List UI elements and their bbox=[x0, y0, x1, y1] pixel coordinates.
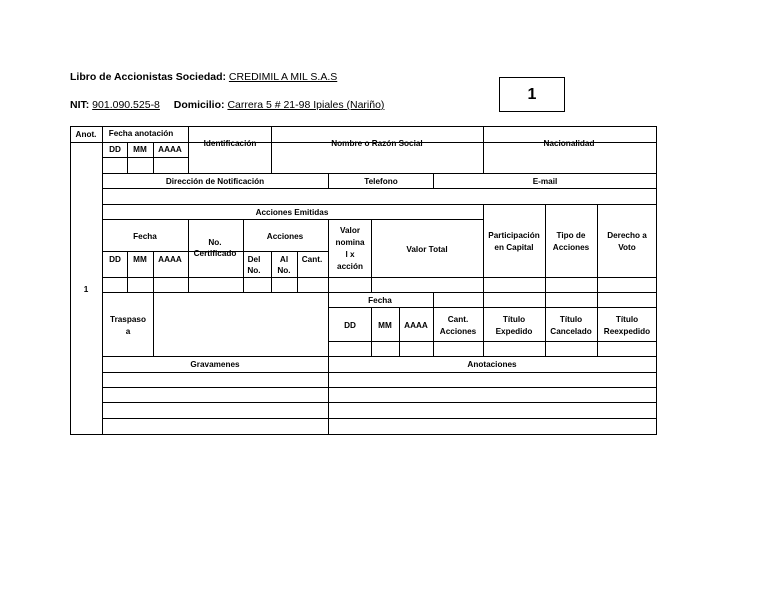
table-frame bbox=[71, 127, 657, 435]
valor-nominal-line2: nomina bbox=[335, 238, 365, 247]
tipo-acciones-line2: Acciones bbox=[552, 243, 590, 252]
del-line2: No. bbox=[247, 266, 261, 275]
acciones-emitidas-header: Acciones Emitidas bbox=[255, 208, 329, 217]
no-certificado-line1: No. bbox=[208, 238, 222, 247]
aaaa-header-2: AAAA bbox=[158, 255, 182, 264]
titulo-expedido-line1: Título bbox=[502, 315, 526, 324]
titulo-expedido-line2: Expedido bbox=[495, 327, 533, 336]
tipo-acciones-line1: Tipo de bbox=[556, 231, 586, 240]
fecha-anotacion-header: Fecha anotación bbox=[108, 129, 174, 138]
dd-header: DD bbox=[109, 145, 121, 154]
anotaciones-header: Anotaciones bbox=[467, 360, 517, 369]
row-number: 1 bbox=[83, 285, 89, 294]
direccion-header: Dirección de Notificación bbox=[165, 177, 265, 186]
traspaso-line2: a bbox=[125, 327, 131, 336]
acciones-header: Acciones bbox=[266, 232, 304, 241]
mm-header-3: MM bbox=[378, 321, 392, 330]
anot-header: Anot. bbox=[75, 130, 97, 139]
table-rules bbox=[70, 126, 656, 434]
no-certificado-line2: Certificado bbox=[193, 249, 237, 258]
domicilio-value: Carrera 5 # 21-98 Ipiales (Nariño) bbox=[227, 99, 385, 111]
email-header: E-mail bbox=[532, 177, 558, 186]
titulo-cancelado-line2: Cancelado bbox=[550, 327, 592, 336]
titulo-reexpedido-line1: Título bbox=[615, 315, 639, 324]
dd-header-2: DD bbox=[109, 255, 121, 264]
valor-nominal-line1: Valor bbox=[339, 226, 361, 235]
gravamenes-header: Gravamenes bbox=[190, 360, 240, 369]
cant-header: Cant. bbox=[301, 255, 323, 264]
derecho-voto-line2: Voto bbox=[618, 243, 636, 252]
page-number: 1 bbox=[527, 85, 537, 103]
al-line2: No. bbox=[277, 266, 291, 275]
traspaso-line1: Traspaso bbox=[110, 315, 146, 324]
fecha-header-2: Fecha bbox=[368, 296, 392, 305]
valor-total-header: Valor Total bbox=[406, 245, 448, 254]
telefono-header: Telefono bbox=[364, 177, 398, 186]
nit-label: NIT: bbox=[70, 99, 90, 111]
domicilio-label: Domicilio: bbox=[173, 99, 225, 111]
participacion-line1: Participación bbox=[488, 231, 540, 240]
al-line1: Al bbox=[279, 255, 289, 264]
cant-acciones-line1: Cant. bbox=[447, 315, 469, 324]
identificacion-header: Identificación bbox=[203, 139, 257, 148]
nacionalidad-header: Nacionalidad bbox=[543, 139, 595, 148]
book-label: Libro de Accionistas Sociedad: bbox=[70, 71, 226, 83]
valor-nominal-line3: l x bbox=[345, 250, 355, 259]
dd-header-3: DD bbox=[344, 321, 356, 330]
nit-value: 901.090.525-8 bbox=[92, 99, 160, 111]
company-name: CREDIMIL A MIL S.A.S bbox=[228, 71, 338, 83]
titulo-reexpedido-line2: Reexpedido bbox=[603, 327, 651, 336]
derecho-voto-line1: Derecho a bbox=[607, 231, 647, 240]
titulo-cancelado-line1: Título bbox=[559, 315, 583, 324]
mm-header: MM bbox=[133, 145, 147, 154]
aaaa-header-3: AAAA bbox=[404, 321, 428, 330]
cant-acciones-line2: Acciones bbox=[439, 327, 477, 336]
nombre-header: Nombre o Razón Social bbox=[331, 139, 423, 148]
fecha-header: Fecha bbox=[133, 232, 157, 241]
valor-nominal-line4: acción bbox=[337, 262, 363, 271]
aaaa-header: AAAA bbox=[158, 145, 182, 154]
participacion-line2: en Capital bbox=[494, 243, 534, 252]
del-line1: Del bbox=[247, 255, 261, 264]
mm-header-2: MM bbox=[133, 255, 147, 264]
